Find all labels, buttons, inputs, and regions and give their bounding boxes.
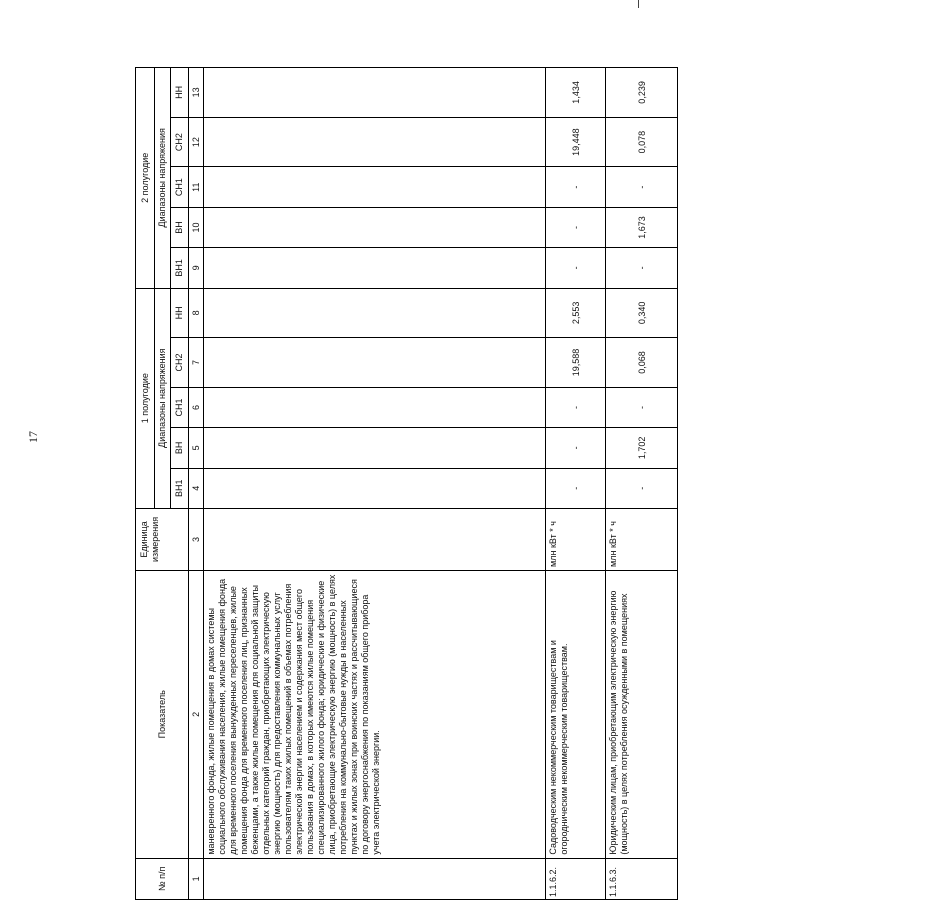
table-row: [546, 68, 606, 900]
row-value: -: [546, 387, 606, 427]
row-indicator: маневренного фонда, жилые помещения в домах системы социального обслуживания населения, жилые помещения фонда для временного поселения вынужденных переселенцев, жилые помещения фонда для временного поселения лиц, признанных беженцами, а также жилые помещения для социальной защиты отдельных категорий граждан, приобретающих электрическую энергию (мощность) для предоставления коммунальных услуг пользователям таких жилых помещений в объемах потребления электрической энергии населением и содержания мест общего пользования в домах, в которых имеются жилые помещения специализированного жилого фонда; юридические и физические лица, приобретающие электрическую энергию (мощность) в целях потребления на коммунально-бытовые нужды в населенных пунктах и жилых зонах при воинских частях и рассчитывающиеся по договору энергоснабжения по показаниям общего прибора учета электрической энергии.: [204, 570, 546, 858]
edge-mark: [638, 0, 639, 8]
header-level-vn1: ВН1: [171, 248, 189, 288]
row-unit: млн кВт * ч: [606, 508, 678, 570]
header-voltage-ranges-h1: Диапазоны напряжения: [155, 288, 171, 508]
column-index: 1: [189, 858, 204, 899]
row-value: [204, 468, 546, 508]
header-level-sn2: СН2: [171, 117, 189, 167]
row-unit: млн кВт * ч: [546, 508, 606, 570]
row-num: 1.1.6.2.: [546, 858, 606, 899]
row-num: [204, 858, 546, 899]
header-indicator: Показатель: [136, 570, 189, 858]
row-value: [204, 338, 546, 388]
row-value: [204, 167, 546, 207]
row-value: 19,588: [546, 338, 606, 388]
row-value: 1,702: [606, 428, 678, 468]
row-indicator: Юридическим лицам, приобретающим электрическую энергию (мощность) в целях потребления осужденными в помещениях: [606, 570, 678, 858]
row-value: 1,673: [606, 207, 678, 247]
row-value: -: [606, 468, 678, 508]
column-index-row: [189, 68, 204, 900]
row-value: [204, 428, 546, 468]
landscape-content: [35, 0, 647, 905]
header-level-vn: ВН: [171, 428, 189, 468]
header-level-vn1: ВН1: [171, 468, 189, 508]
row-value: -: [546, 468, 606, 508]
header-half1: 1 полугодие: [136, 288, 155, 508]
rotated-page: [35, 0, 940, 897]
row-value: [204, 288, 546, 338]
header-level-nn: НН: [171, 68, 189, 118]
row-value: -: [606, 248, 678, 288]
row-value: 1,434: [546, 68, 606, 118]
column-index: 5: [189, 428, 204, 468]
row-value: -: [546, 207, 606, 247]
column-index: 9: [189, 248, 204, 288]
row-value: 19,448: [546, 117, 606, 167]
row-value: -: [546, 428, 606, 468]
column-index: 8: [189, 288, 204, 338]
page-number: 17: [26, 431, 40, 443]
row-value: [204, 207, 546, 247]
column-index: 2: [189, 570, 204, 858]
row-value: -: [546, 248, 606, 288]
row-value: [204, 68, 546, 118]
header-voltage-ranges-h2: Диапазоны напряжения: [155, 68, 171, 289]
table-row: [606, 68, 678, 900]
column-index: 7: [189, 338, 204, 388]
header-level-nn: НН: [171, 288, 189, 338]
header-num: № п/п: [136, 858, 189, 899]
row-value: -: [546, 167, 606, 207]
row-value: [204, 387, 546, 427]
row-value: 2,553: [546, 288, 606, 338]
row-value: 0,340: [606, 288, 678, 338]
header-level-sn1: СН1: [171, 167, 189, 207]
row-value: 0,068: [606, 338, 678, 388]
row-value: 0,078: [606, 117, 678, 167]
column-index: 4: [189, 468, 204, 508]
column-index: 11: [189, 167, 204, 207]
column-index: 13: [189, 68, 204, 118]
row-value: [204, 248, 546, 288]
column-index: 3: [189, 508, 204, 570]
header-level-vn: ВН: [171, 207, 189, 247]
header-level-sn2: СН2: [171, 338, 189, 388]
consumption-table: [135, 67, 678, 900]
table-container: [135, 67, 678, 900]
table-row: [204, 68, 546, 900]
column-index: 10: [189, 207, 204, 247]
row-value: -: [606, 387, 678, 427]
row-unit: [204, 508, 546, 570]
row-value: -: [606, 167, 678, 207]
header-half2: 2 полугодие: [136, 68, 155, 289]
row-value: [204, 117, 546, 167]
row-num: 1.1.6.3.: [606, 858, 678, 899]
row-value: 0,239: [606, 68, 678, 118]
row-indicator: Садоводческим некоммерческим товариществам и огородническим некоммерческим товариществам.: [546, 570, 606, 858]
column-index: 6: [189, 387, 204, 427]
header-unit: Единица измерения: [136, 508, 189, 570]
column-index: 12: [189, 117, 204, 167]
header-level-sn1: СН1: [171, 387, 189, 427]
